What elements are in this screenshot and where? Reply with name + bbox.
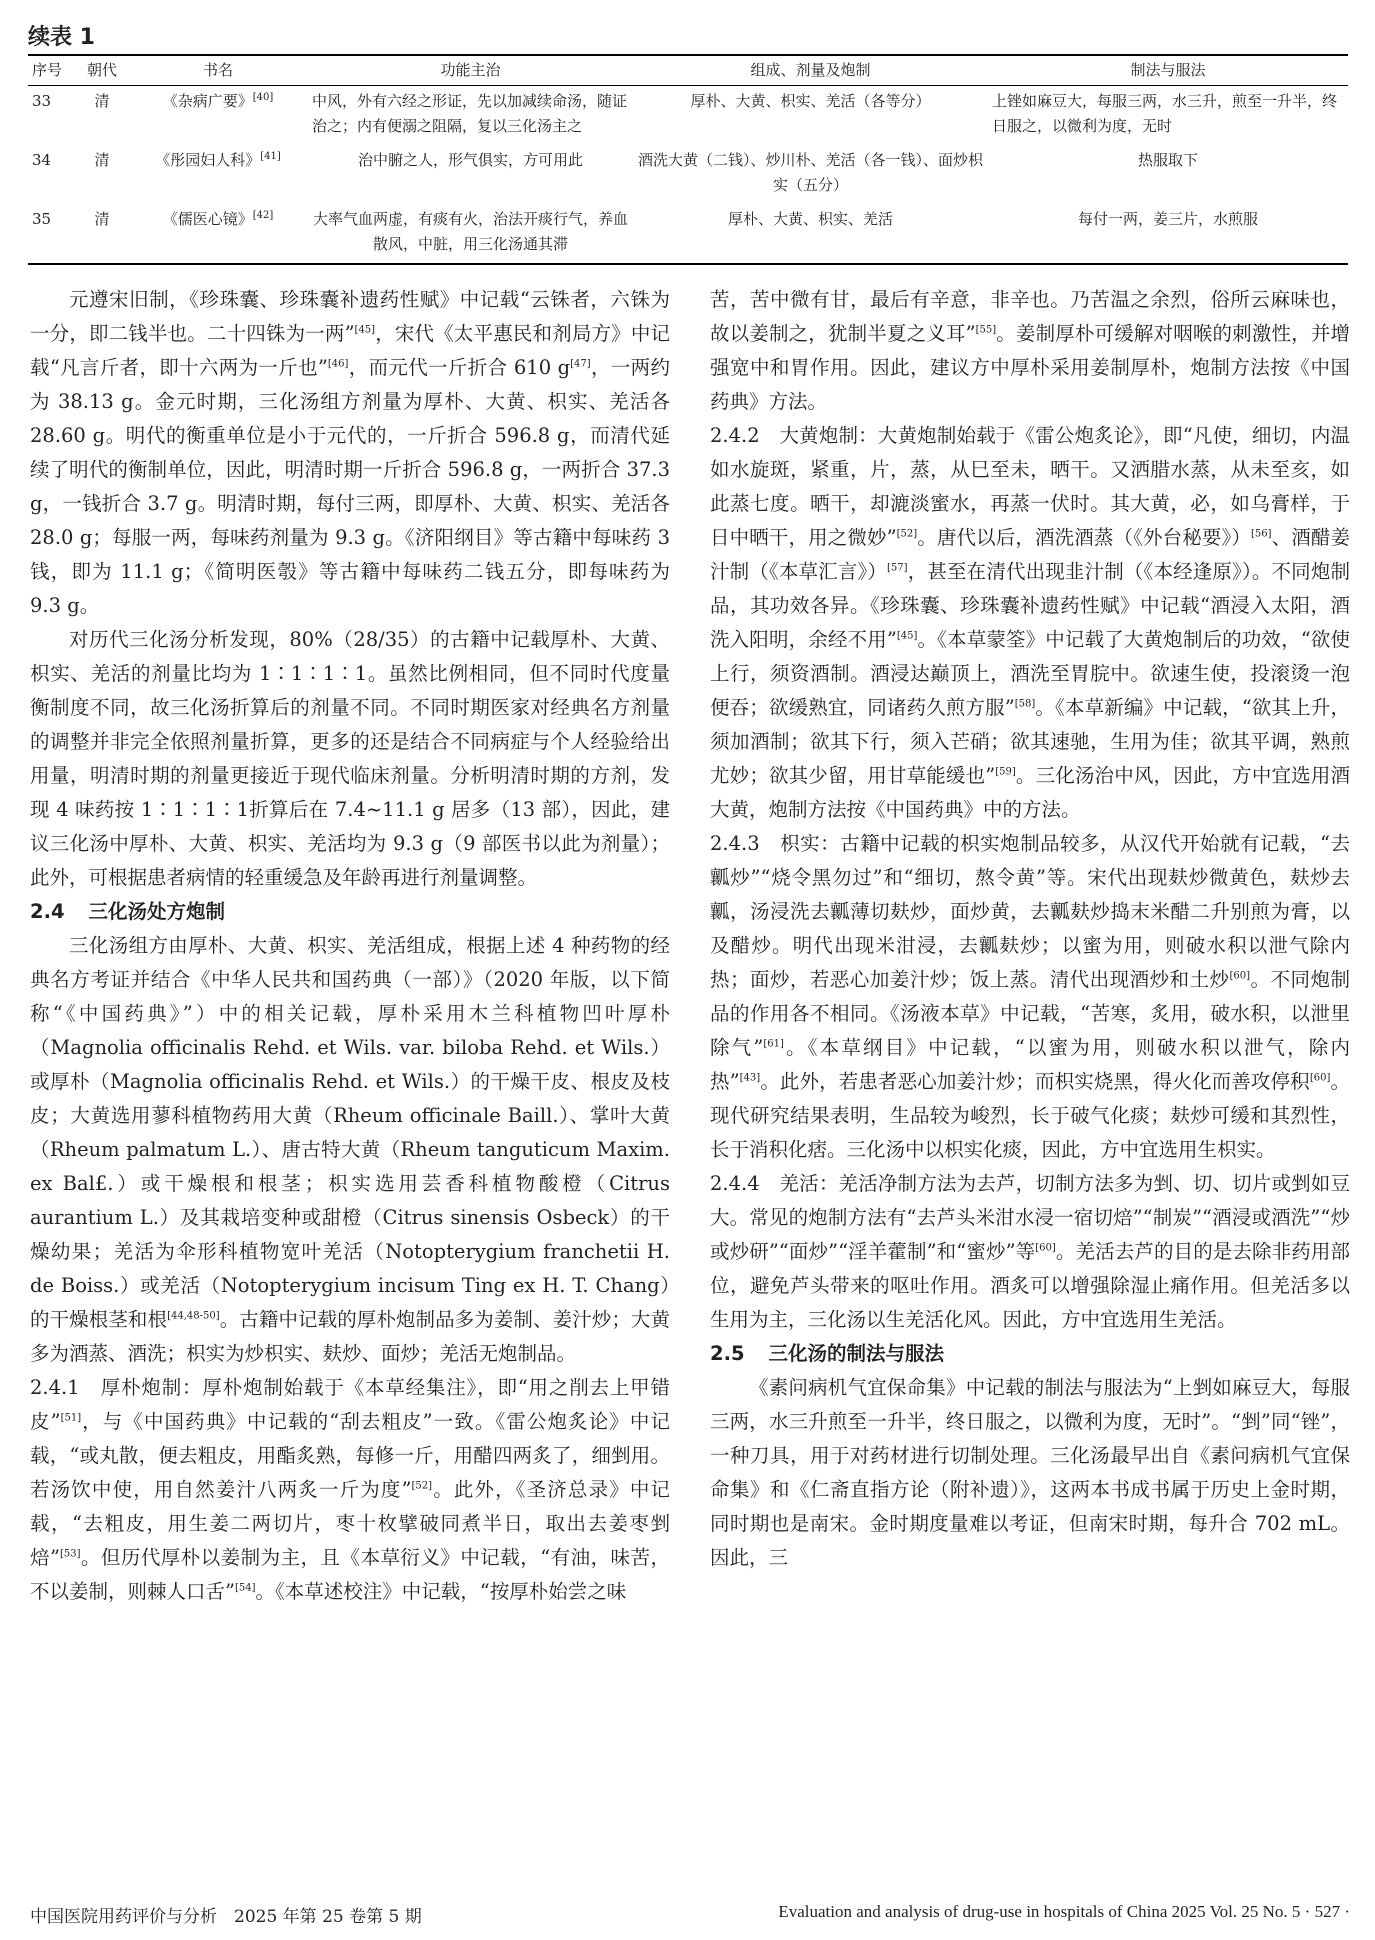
citation: [52] bbox=[411, 1480, 433, 1492]
text: 。《本草新编》中记载，“欲其上升，须加酒制；欲其下行，须入芒硝；欲其速驰，生用为佳；欲其平调，熟煎尤妙；欲其少留，用甘草能缓也” bbox=[710, 696, 1350, 787]
cell-book bbox=[128, 86, 308, 146]
citation: [60] bbox=[1035, 1242, 1056, 1254]
text: 。但历代厚朴以姜制为主，且《本草衍义》中记载，“有油，味苦，不以姜制，则棘人口舌” bbox=[30, 1546, 670, 1603]
cell-method: 上锉如麻豆大，每服三两，水三升，煎至一升半，终日服之，以微利为度，无时 bbox=[992, 92, 1338, 135]
text: 。此外，《圣济总录》中记载，“去粗皮，用生姜二两切片，枣十枚擘破同煮半日，取出去姜枣剉焙” bbox=[30, 1478, 670, 1569]
text: ，与《中国药典》中记载的“刮去粗皮”一致。《雷公炮炙论》中记载，“或丸散，便去粗皮，用酯炙熟，每修一斤，用醋四两炙了，细剉用。若汤饮中使，用自然姜汁八两炙一斤为度” bbox=[30, 1410, 670, 1501]
citation: [45] bbox=[354, 324, 376, 336]
text: 苦，苦中微有甘，最后有辛意，非辛也。乃苦温之余烈，俗所云麻味也，故以姜制之，犹制半夏之义耳” bbox=[710, 288, 1350, 345]
cell-no: 34 bbox=[32, 151, 52, 169]
cell-no: 33 bbox=[32, 92, 52, 110]
header-method: 制法与服法 bbox=[988, 55, 1348, 86]
text: ，而元代一斤折合 610 g bbox=[348, 356, 571, 379]
cell-dynasty: 清 bbox=[94, 151, 110, 169]
text: ，甚至在清代出现韭汁制（《本经逢原》）。不同炮制品，其功效各异。《珍珠囊、珍珠囊补遗药性赋》中记载“酒浸入太阳，酒洗入阳明，余经不用” bbox=[710, 560, 1350, 651]
cell-dynasty: 清 bbox=[94, 92, 110, 110]
citation: [58] bbox=[1014, 698, 1036, 710]
left-column bbox=[30, 283, 670, 1609]
table-row bbox=[28, 86, 1348, 146]
journal-name-cn: 中国医院用药评价与分析 2025 年第 25 卷第 5 期 bbox=[30, 1907, 422, 1927]
section-heading bbox=[710, 1337, 1350, 1371]
section-number: 2.5 bbox=[710, 1342, 745, 1365]
paragraph: 《素问病机气宜保命集》中记载的制法与服法为“上剉如麻豆大，每服三两，水三升煎至一升半，终日服之，以微利为度，无时”。“剉”同“锉”，一种刀具，用于对药材进行切制处理。三化汤最早出自《素问病机气宜保命集》和《仁斋直指方论（附补遗）》，这两本书成书属于历史上金时期，同时期也是南宋。金时期度量难以考证，但南宋时期，每升合 702 mL。因此，三 bbox=[710, 1376, 1350, 1569]
text: 2.4.4 羌活：羌活净制方法为去芦，切制方法多为剉、切、切片或剉如豆大。常见的炮制方法有“去芦头米泔水浸一宿切焙”“制炭”“酒浸或酒洗”“炒或炒研”“面炒”“淫羊藿制”和“蜜炒”等 bbox=[710, 1172, 1350, 1263]
header-book: 书名 bbox=[128, 55, 308, 86]
cell-method: 热服取下 bbox=[1137, 151, 1198, 169]
text: 元遵宋旧制，《珍珠囊、珍珠囊补遗药性赋》中记载“云铢者，六铢为一分，即二钱半也。二十四铢为一两” bbox=[30, 288, 670, 345]
text: 。不同炮制品的作用各不相同。《汤液本草》中记载，“苦寒，炙用，破水积，以泄里除气” bbox=[710, 968, 1350, 1059]
paragraph bbox=[30, 929, 670, 1371]
text: 。此外，若患者恶心加姜汁炒；而枳实烧黑，得火化而善攻停积 bbox=[760, 1070, 1310, 1093]
paragraph bbox=[710, 1167, 1350, 1337]
citation: [41] bbox=[260, 151, 281, 162]
text: 。《本草蒙筌》中记载了大黄炮制后的功效，“欲使上行，须资酒制。酒浸达巅顶上，酒洗至胃脘中。欲速生使，投滚烫一泡便吞；欲缓熟宜，同诸药久煎方服” bbox=[710, 628, 1350, 719]
paragraph bbox=[710, 283, 1350, 419]
table-caption: 续表 1 bbox=[28, 25, 95, 50]
header-composition: 组成、剂量及炮制 bbox=[633, 55, 988, 86]
cell-no: 35 bbox=[28, 204, 76, 264]
citation: [47] bbox=[570, 358, 591, 370]
cell-function: 中风，外有六经之形证，先以加减续命汤，随证治之；内有便溺之阻隔，复以三化汤主之 bbox=[312, 92, 628, 135]
continued-table bbox=[28, 54, 1348, 265]
citation: [57] bbox=[887, 562, 908, 574]
paragraph: 对历代三化汤分析发现，80%（28/35）的古籍中记载厚朴、大黄、枳实、羌活的剂量比均为 1∶1∶1∶1。虽然比例相同，但不同时代度量衡制度不同，故三化汤折算后的剂量不同。不同时期医家对经典名方剂量的调整并非完全依照剂量折算，更多的还是结合不同病症与个人经验给出用量，明清时期的剂量更接近于现代临床剂量。分析明清时期的方剂，发现 4 味药按 1∶1∶1∶1折算后在 7.4~11.1 g 居多（13 部），因此，建议三化汤中厚朴、大黄、枳实、羌活均为 9.3 g（9 部医书以此为剂量）；此外，可根据患者病情的轻重缓急及年龄再进行剂量调整。 bbox=[30, 628, 670, 889]
text: 。古籍中记载的厚朴炮制品多为姜制、姜汁炒；大黄多为酒蒸、酒洗；枳实为炒枳实、麸炒、面炒；羌活无炮制品。 bbox=[30, 1308, 670, 1365]
citation: [54] bbox=[234, 1582, 256, 1594]
citation: [52] bbox=[896, 528, 918, 540]
citation: [56] bbox=[1250, 528, 1272, 540]
cell-method: 每付一两，姜三片，水煎服 bbox=[988, 204, 1348, 264]
book-title: 《儒医心镜》 bbox=[162, 210, 253, 228]
text: 。《本草纲目》中记载，“以蜜为用，则破水积以泄气，除内热” bbox=[710, 1036, 1350, 1093]
section-title: 三化汤处方炮制 bbox=[88, 900, 226, 923]
table-header-row bbox=[28, 55, 1348, 86]
right-column bbox=[710, 283, 1350, 1575]
citation: [42] bbox=[252, 210, 274, 221]
text: ，宋代《太平惠民和剂局方》中记载“凡言斤者，即十六两为一斤也” bbox=[30, 322, 670, 379]
cell-book bbox=[128, 145, 308, 204]
cell-composition: 酒洗大黄（二钱）、炒川朴、羌活（各一钱）、面炒枳实（五分） bbox=[637, 151, 983, 194]
citation: [55] bbox=[975, 324, 997, 336]
cell-dynasty: 清 bbox=[76, 204, 128, 264]
table-row bbox=[28, 145, 1348, 204]
citation: [44,48-50] bbox=[167, 1310, 220, 1322]
header-dynasty: 朝代 bbox=[76, 55, 128, 86]
citation: [51] bbox=[60, 1412, 82, 1424]
section-number: 2.4 bbox=[30, 900, 65, 923]
text: ，一两约为 38.13 g。金元时期，三化汤组方剂量为厚朴、大黄、枳实、羌活各 28.60 g。明代的衡重单位是小于元代的，一斤折合 596.8 g，而清代延续了明代的衡制单位，因此，明清时期一斤折合 596.8 g，一两折合 37.3 g，一钱折合 3.7 g。明清时期，每付三两，即厚朴、大黄、枳实、羌活各 28.0 g；每服一两，每味药剂量为 9.3 g。《济阳纲目》等古籍中每味药 3 钱，即为 11.1 g；《简明医彀》等古籍中每味药二钱五分，即每味药为 9.3 g。 bbox=[30, 356, 670, 617]
citation: [60] bbox=[1309, 1072, 1331, 1084]
text: 2.4.3 枳实：古籍中记载的枳实炮制品较多，从汉代开始就有记载，“去瓤炒”“烧令黑勿过”和“细切，熬令黄”等。宋代出现麸炒微黄色，麸炒去瓤，汤浸洗去瓤薄切麸炒，面炒黄，去瓤麸炒捣末米醋二升别煎为膏，以及醋炒。明代出现米泔浸，去瓤麸炒；以蜜为用，则破水积以泄气除内热；面炒，若恶心加姜汁炒；饭上蒸。清代出现酒炒和土炒 bbox=[710, 832, 1350, 991]
text: 2.4.2 大黄炮制：大黄炮制始载于《雷公炮炙论》，即“凡使，细切，内温如水旋斑，紧重，片，蒸，从巳至未，晒干。又洒腊水蒸，从未至亥，如此蒸七度。晒干，却漉淡蜜水，再蒸一伏时。其大黄，必，如乌膏样，于日中晒干，用之微妙” bbox=[710, 424, 1350, 549]
book-title: 《彤园妇人科》 bbox=[155, 151, 261, 169]
section-title: 三化汤的制法与服法 bbox=[768, 1342, 945, 1365]
text: 。姜制厚朴可缓解对咽喉的刺激性，并增强宽中和胃作用。因此，建议方中厚朴采用姜制厚朴，炮制方法按《中国药典》方法。 bbox=[710, 322, 1350, 413]
cell-function: 大率气血两虚，有痰有火，治法开痰行气，养血散风，中脏，用三化汤通其滞 bbox=[308, 204, 633, 264]
cell-composition: 厚朴、大黄、枳实、羌活 bbox=[633, 204, 988, 264]
table-row bbox=[28, 204, 1348, 264]
header-no: 序号 bbox=[28, 55, 76, 86]
paragraph bbox=[710, 419, 1350, 827]
page-footer bbox=[30, 1902, 1350, 1927]
citation: [45] bbox=[896, 630, 918, 642]
paragraph bbox=[30, 283, 670, 623]
citation: [60] bbox=[1229, 970, 1251, 982]
cell-composition: 厚朴、大黄、枳实、羌活（各等分） bbox=[690, 92, 931, 110]
text: 。《本草述校注》中记载，“按厚朴始尝之味 bbox=[255, 1580, 627, 1603]
text: 、酒醋姜汁制（《本草汇言》） bbox=[710, 526, 1350, 583]
header-function: 功能主治 bbox=[308, 55, 633, 86]
citation: [46] bbox=[327, 358, 349, 370]
citation: [61] bbox=[763, 1038, 784, 1050]
cell-book bbox=[128, 204, 308, 264]
text: 。唐代以后，酒洗酒蒸（《外台秘要》） bbox=[917, 526, 1251, 549]
text: 。三化汤治中风，因此，方中宜选用酒大黄，炮制方法按《中国药典》中的方法。 bbox=[710, 764, 1350, 821]
citation: [40] bbox=[252, 92, 274, 103]
cell-function: 治中腑之人，形气俱实，方可用此 bbox=[357, 151, 583, 169]
text: 。羌活去芦的目的是去除非药用部位，避免芦头带来的呕吐作用。酒炙可以增强除湿止痛作用。但羌活多以生用为主，三化汤以生羌活化风。因此，方中宜选用生羌活。 bbox=[710, 1240, 1350, 1331]
book-title: 《杂病广要》 bbox=[162, 92, 253, 110]
text: 2.4.1 厚朴炮制：厚朴炮制始载于《本草经集注》，即“用之削去上甲错皮” bbox=[30, 1376, 670, 1433]
text: 三化汤组方由厚朴、大黄、枳实、羌活组成，根据上述 4 种药物的经典名方考证并结合《中华人民共和国药典（一部）》（2020 年版，以下简称“《中国药典》”）中的相关记载，厚朴采用木兰科植物凹叶厚朴（Magnolia officinalis Rehd. et Wils. var. biloba Rehd. et Wils.）或厚朴（Magnolia officinalis Rehd. et Wils.）的干燥干皮、根皮及枝皮；大黄选用蓼科植物药用大黄（Rheum officinale Baill.）、掌叶大黄（Rheum palmatum L.）、唐古特大黄（Rheum tanguticum Maxim. ex Bal£.）或干燥根和根茎；枳实选用芸香科植物酸橙（Citrus aurantium L.）及其栽培变种或甜橙（Citrus sinensis Osbeck）的干燥幼果；羌活为伞形科植物宽叶羌活（Notopterygium franchetii H. de Boiss.）或羌活（Notopterygium incisum Ting ex H. T. Chang）的干燥根茎和根 bbox=[30, 934, 670, 1331]
paragraph bbox=[30, 1371, 670, 1609]
section-heading bbox=[30, 895, 670, 929]
citation: [43] bbox=[739, 1072, 761, 1084]
text: 。现代研究结果表明，生品较为峻烈，长于破气化痰；麸炒可缓和其烈性，长于消积化痞。三化汤中以枳实化痰，因此，方中宜选用生枳实。 bbox=[710, 1070, 1350, 1161]
citation: [59] bbox=[995, 766, 1016, 778]
journal-name-en: Evaluation and analysis of drug-use in hospitals of China 2025 Vol. 25 No. 5 · 527 · bbox=[778, 1902, 1350, 1921]
paragraph bbox=[710, 827, 1350, 1167]
citation: [53] bbox=[59, 1548, 81, 1560]
